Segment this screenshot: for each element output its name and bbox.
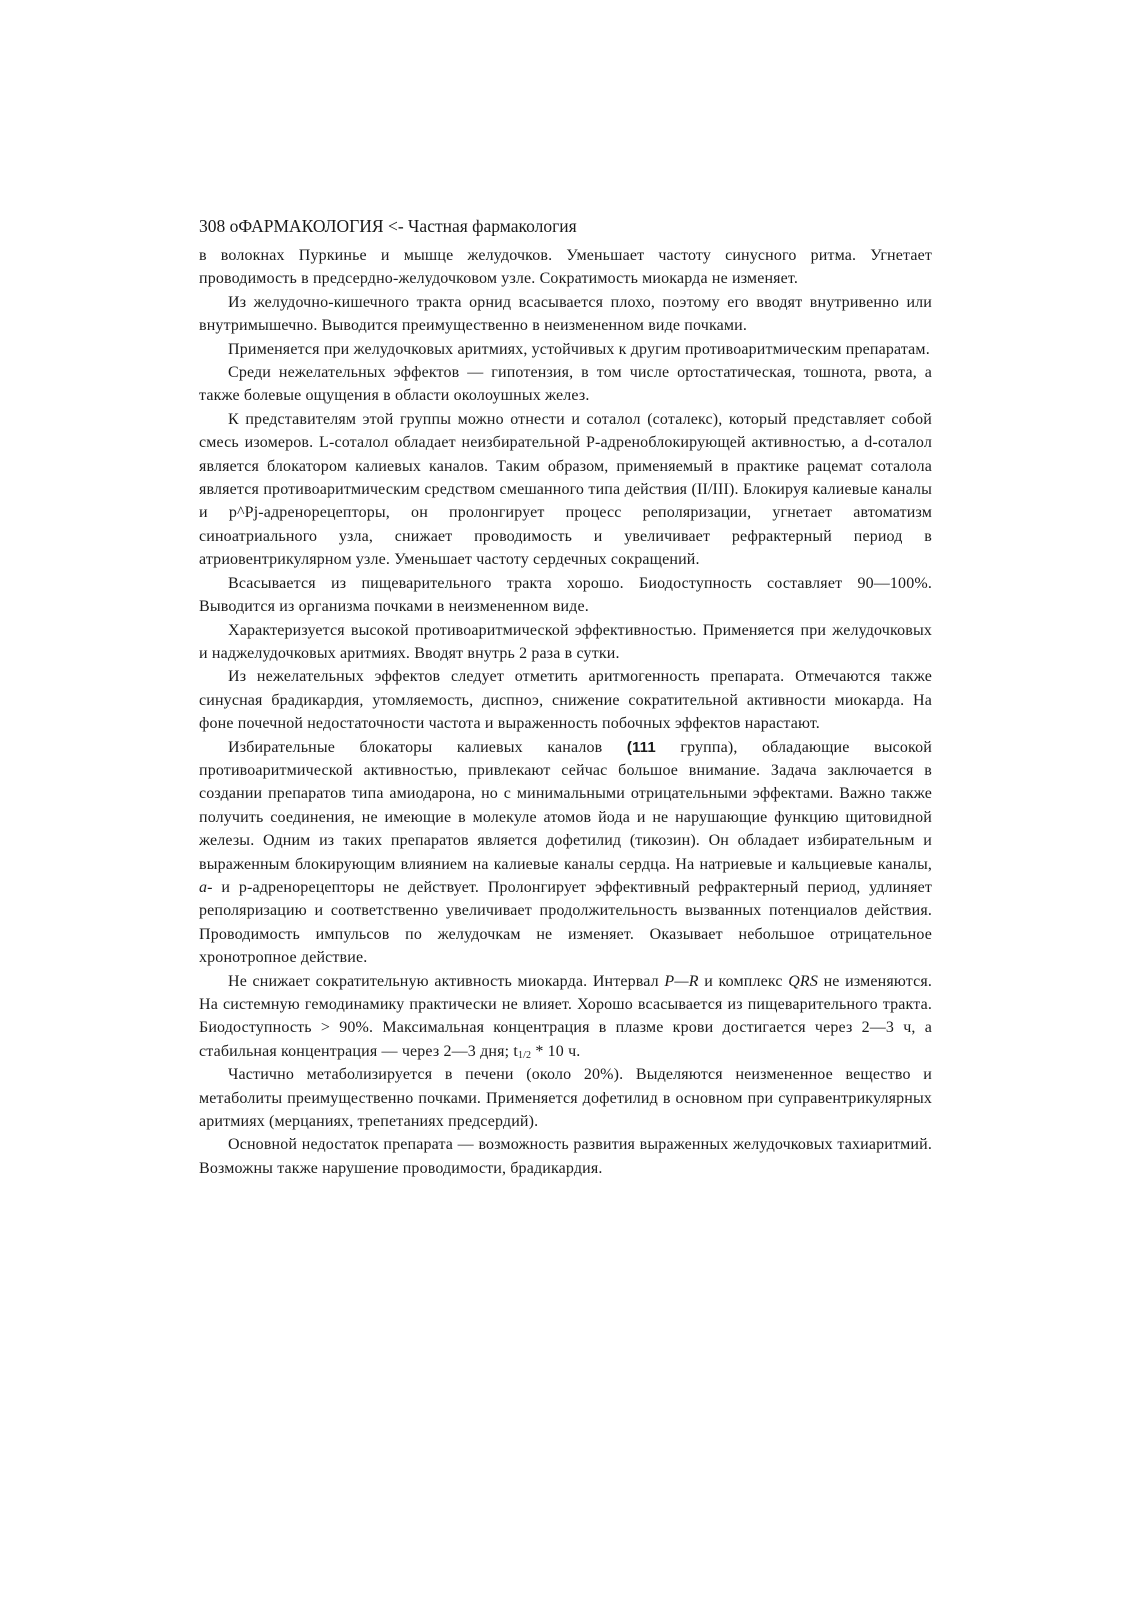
alpha-symbol: а- bbox=[199, 878, 213, 896]
half-life-subscript: 1/2 bbox=[517, 1049, 532, 1061]
paragraph-2: Из желудочно-кишечного тракта орнид всасывается плохо, поэтому его вводят внутривенно или внутримышечно. Выводится преимущественно в неизмененном виде почками. bbox=[199, 293, 932, 335]
running-title: оФАРМАКОЛОГИЯ <- Частная фармакология bbox=[229, 216, 577, 236]
paragraph-7: Характеризуется высокой противоаритмической эффективностью. Применяется при желудочковых и наджелудочковых аритмиях. Вводят внутрь 2 раза в сутки. bbox=[199, 621, 932, 662]
page-number: 308 bbox=[199, 216, 226, 236]
running-header bbox=[199, 214, 932, 238]
paragraph-3: Применяется при желудочковых аритмиях, устойчивых к другим противоаритмическим препаратам. bbox=[228, 340, 930, 358]
paragraph-12: Основной недостаток препарата — возможность развития выраженных желудочковых тахиаритмий. Возможны также нарушение проводимости, брадикардия. bbox=[199, 1136, 932, 1177]
paragraph-4: Среди нежелательных эффектов — гипотензия, в том числе ортостатическая, тошнота, рвота, а также болевые ощущения в области околоушных желез. bbox=[199, 364, 932, 405]
interval-pr: Р—R bbox=[664, 972, 699, 990]
paragraph-10-text-a: Не снижает сократительную активность миокарда. Интервал bbox=[228, 972, 665, 990]
paragraph-10 bbox=[199, 970, 932, 1064]
paragraph-11: Частично метаболизируется в печени (около 20%). Выделяются неизмененное вещество и метаболиты преимущественно почками. Применяется дофетилид в основном при суправентрикулярных аритмиях (мерцаниях, трепетаниях предсердий). bbox=[199, 1066, 932, 1131]
complex-qrs: QRS bbox=[788, 972, 818, 990]
paragraph-10-text-c: не изменяются. На системную гемодинамику практически не влияет. Хорошо всасывается из пищеварительного тракта. Биодоступность > 90%. Максимальная концентрация в плазме крови достигается через 2—3 ч, а стабильная концентрация — через 2—3 дня; t bbox=[199, 972, 932, 1060]
paragraph-9-text-c: и р-адренорецепторы не действует. Пролонгирует эффективный рефрактерный период, удлиняет реполяризацию и соответственно увеличивает продолжительность вызванных потенциалов действия. Проводимость импульсов по желудочкам не изменяет. Оказывает небольшое отрицательное хронотропное действие. bbox=[199, 878, 932, 967]
body-text bbox=[199, 244, 932, 1180]
paragraph-9-text-b: группа), обладающие высокой противоаритмической активностью, привлекают сейчас большое внимание. Задача заключается в создании препаратов типа амиодарона, но с минимальными отрицательными эффектами. Важно также получить соединения, не имеющие в молекуле атомов йода и не нарушающие функцию щитовидной железы. Одним из таких препаратов является дофетилид (тикозин). Он обладает избирательным и выраженным блокирующим влиянием на калиевые каналы сердца. На натриевые и кальциевые каналы, bbox=[199, 738, 932, 873]
paragraph-9 bbox=[199, 736, 932, 970]
paragraph-1: в волокнах Пуркинье и мышце желудочков. Уменьшает частоту синусного ритма. Угнетает проводимость в предсердно-желудочковом узле. Сократимость миокарда не изменяет. bbox=[199, 247, 932, 288]
group-number-bold: (111 bbox=[626, 738, 656, 756]
paragraph-8: Из нежелательных эффектов следует отметить аритмогенность препарата. Отмечаются также синусная брадикардия, утомляемость, диспноэ, снижение сократительной активности миокарда. На фоне почечной недостаточности частота и выраженность побочных эффектов нарастают. bbox=[199, 668, 932, 733]
paragraph-6: Всасывается из пищеварительного тракта хорошо. Биодоступность составляет 90—100%. Выводится из организма почками в неизмененном виде. bbox=[199, 574, 932, 616]
paragraph-10-text-b: и комплекс bbox=[698, 972, 789, 990]
paragraph-5: К представителям этой группы можно отнести и соталол (соталекс), который представляет собой смесь изомеров. L-соталол обладает неизбирательной Р-адреноблокирующей активностью, a d-соталол является блокатором калиевых каналов. Таким образом, применяемый в практике рацемат соталола является противоаритмическим средством смешанного типа действия (II/III). Блокируя калиевые каналы и р^Pj-адренорецепторы, он пролонгирует процесс реполяризации, угнетает автоматизм синоатриального узла, снижает проводимость и увеличивает рефрактерный период в атриовентрикулярном узле. Уменьшает частоту сердечных сокращений. bbox=[199, 410, 932, 569]
paragraph-10-text-d: * 10 ч. bbox=[531, 1042, 581, 1060]
book-page bbox=[199, 214, 932, 1180]
paragraph-9-text-a: Избирательные блокаторы калиевых каналов bbox=[228, 738, 627, 756]
